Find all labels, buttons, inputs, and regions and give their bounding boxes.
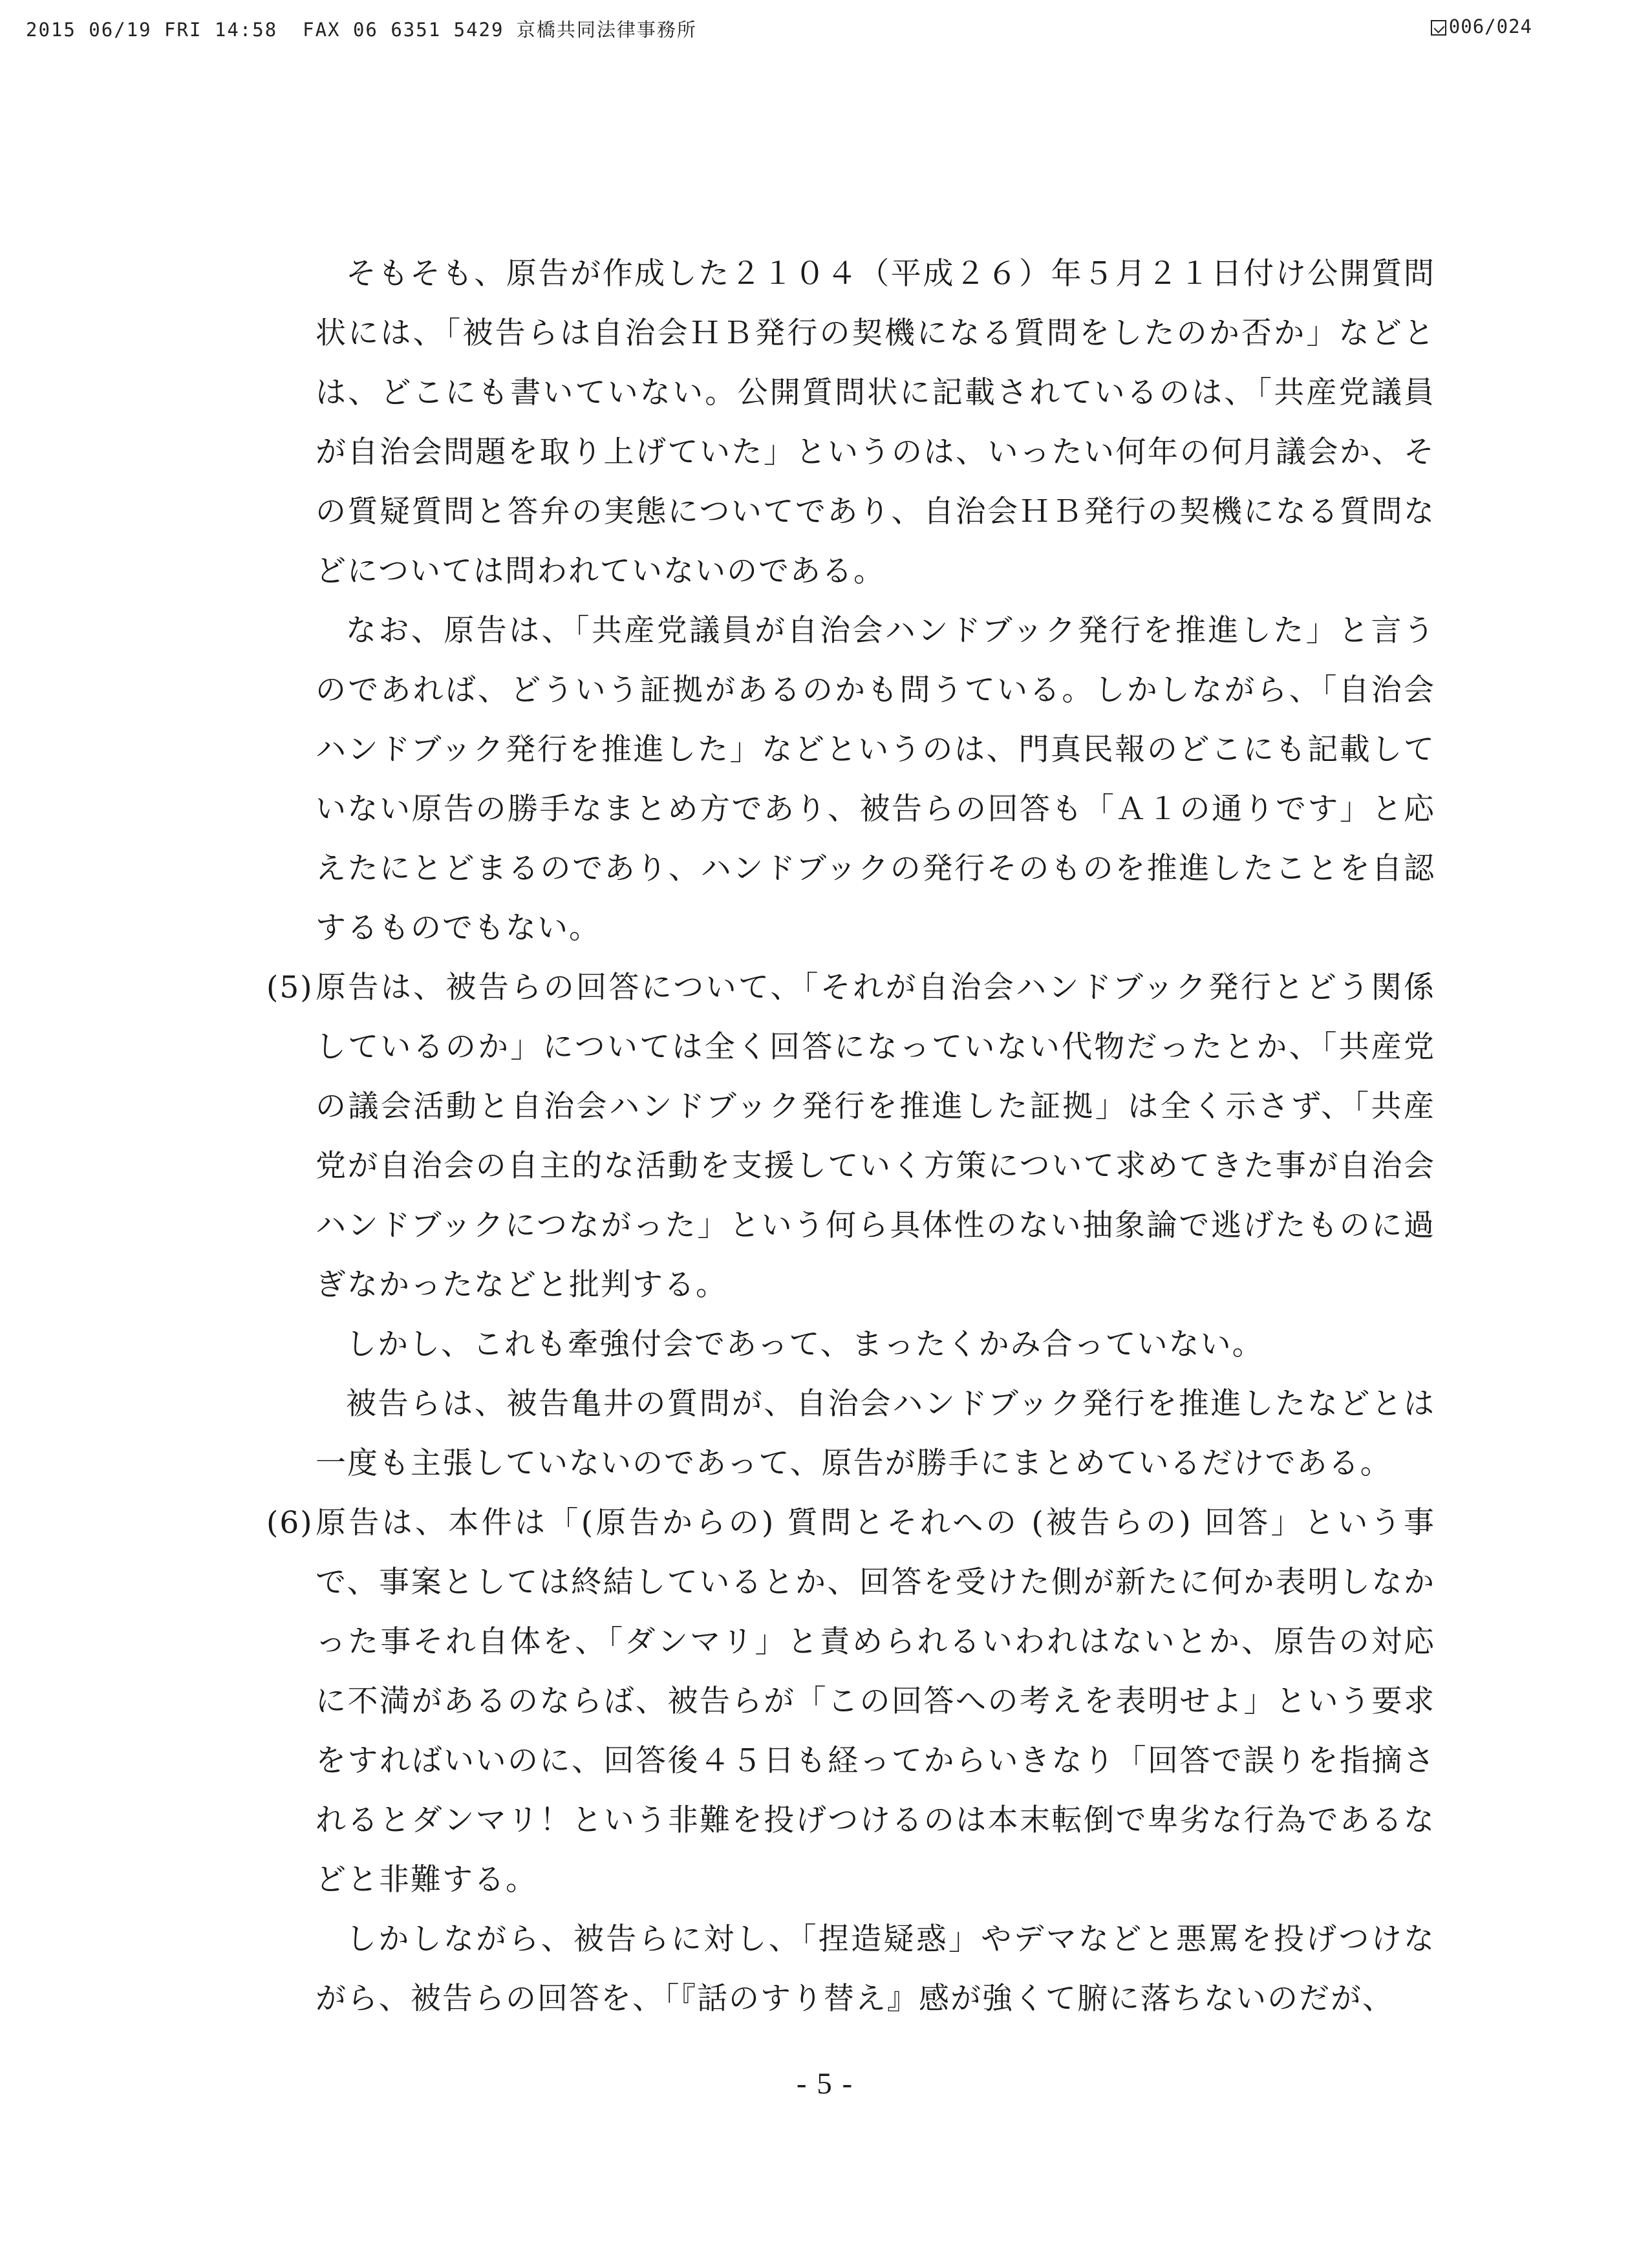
paragraph-continuation: しかしながら、被告らに対し、「捏造疑惑」やデマなどと悪罵を投げつけながら、被告らの回答を、「『話のすり替え』感が強くて腑に落ちないのだが、 (316, 1921, 1435, 2017)
fax-check-icon (1431, 20, 1446, 36)
item-6-text: 原告は、本件は「(原告からの) 質問とそれへの (被告らの) 回答」という事で、事案としては終結しているとか、回答を受けた側が新たに何か表明しなかった事それ自体を、「ダンマリ」と責められるいわれはないとか、原告の対応に不満があるのならば、被告らが「この回答への考えを表明せよ」という要求をすればいいのに、回答後４５日も経ってからいきなり「回答で誤りを指摘されるとダンマリ！という非難を投げつけるのは本末転倒で卑劣な行為であるなどと非難する。 (316, 1505, 1435, 1898)
paragraph-handbook-evidence: なお、原告は、「共産党議員が自治会ハンドブック発行を推進した」と言うのであれば、どういう証拠があるのかも問うている。しかしながら、「自治会ハンドブック発行を推進した」などというのは、門真民報のどこにも記載していない原告の勝手なまとめ方であり、被告らの回答も「Ａ１の通りです」と応えたにとどまるのであり、ハンドブックの発行そのものを推進したことを自認するものでもない。 (316, 613, 1435, 946)
item-number-6: (6) (266, 1505, 314, 1541)
item-5-text: 原告は、被告らの回答について、「それが自治会ハンドブック発行とどう関係しているのか」については全く回答になっていない代物だったとか、「共産党の議会活動と自治会ハンドブック発行を推進した証拠」は全く示さず、「共産党が自治会の自主的な活動を支援していく方策について求めてきた事が自治会ハンドブックにつながった」という何ら具体性のない抽象論で逃げたものに過ぎなかったなどと批判する。 (316, 970, 1435, 1303)
item-number-5: (5) (266, 970, 314, 1005)
document-body (266, 244, 1435, 2029)
paragraph-defendant-position: 被告らは、被告亀井の質問が、自治会ハンドブック発行を推進したなどとは一度も主張していないのであって、原告が勝手にまとめているだけである。 (316, 1386, 1435, 1481)
fax-transmission-info: 2015 06/19 FRI 14:58 FAX 06 6351 5429 京橋共同法律事務所 (26, 19, 697, 41)
fax-page-count: 006/024 (1448, 16, 1532, 37)
paragraph-question-scope: そもそも、原告が作成した２１０４（平成２６）年５月２１日付け公開質問状には、「被告らは自治会ＨＢ発行の契機になる質問をしたのか否か」などとは、どこにも書いていない。公開質問状に記載されているのは、「共産党議員が自治会問題を取り上げていた」というのは、いったい何年の何月議会か、その質疑質問と答弁の実態についてであり、自治会ＨＢ発行の契機になる質問などについては問われていないのである。 (316, 256, 1435, 589)
fax-header (26, 9, 1532, 45)
paragraph-rebuttal: しかし、これも牽強付会であって、まったくかみ合っていない。 (346, 1327, 1264, 1362)
page-number: - 5 - (796, 2067, 854, 2101)
fax-page-counter (1431, 16, 1532, 37)
numbered-item-6 (266, 1493, 1435, 1910)
numbered-item-5 (266, 958, 1435, 1315)
